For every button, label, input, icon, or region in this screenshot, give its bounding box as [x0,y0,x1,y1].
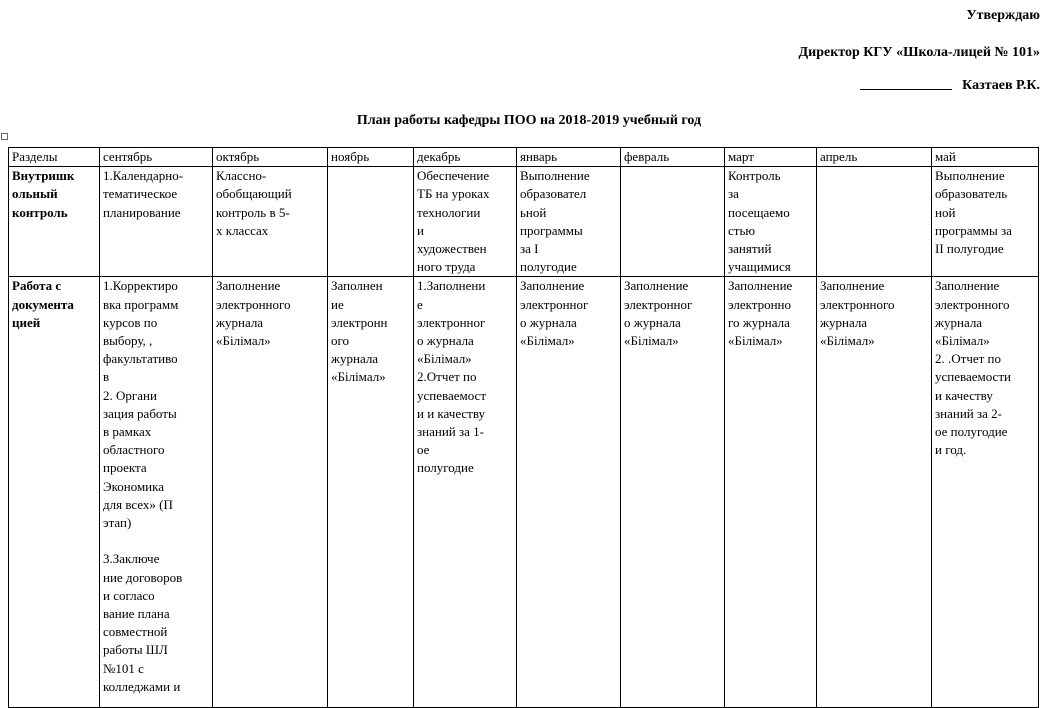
table-cell: Заполнение электронно го журнала «Білімал» [725,277,817,708]
header-cell: май [932,148,1039,167]
table-cell: Заполнение электронног о журнала «Білімал» [517,277,621,708]
table-row [9,277,1039,708]
header-cell: декабрь [414,148,517,167]
table-cell: Контроль за посещаемо стью занятий учащимися [725,167,817,277]
table-row [9,167,1039,277]
header-cell: Разделы [9,148,100,167]
header-cell: сентябрь [100,148,213,167]
table-anchor-icon [1,133,8,140]
header-cell: январь [517,148,621,167]
page-title: План работы кафедры ПОО на 2018-2019 учебный год [356,113,702,128]
table-cell: Классно- обобщающий контроль в 5- х классах [213,167,328,277]
table-cell [621,167,725,277]
table-cell: Заполнение электронного журнала «Білімал» 2. .Отчет по успеваемости и качеству знаний за 2- ое полугодие и год. [932,277,1039,708]
table-header-row [9,148,1039,167]
approval-director: Директор КГУ «Школа-лицей № 101» [798,45,1040,60]
header-cell: ноябрь [328,148,414,167]
header-cell: февраль [621,148,725,167]
approval-title: Утверждаю [966,8,1040,23]
approval-signature [860,78,1040,94]
table-cell: Выполнение образовател ьной программы за I полугодие [517,167,621,277]
header-cell: апрель [817,148,932,167]
header-cell: октябрь [213,148,328,167]
table-cell: Заполнение электронног о журнала «Білімал» [621,277,725,708]
table-cell: 1.Заполнени е электронног о журнала «Білімал» 2.Отчет по успеваемост и и качеству знаний за 1- ое полугодие [414,277,517,708]
table-cell: Обеспечение ТБ на уроках технологии и художествен ного труда [414,167,517,277]
table-cell: Заполнение электронного журнала «Білімал» [213,277,328,708]
header-cell: март [725,148,817,167]
section-cell: Работа с документа цией [9,277,100,708]
table-cell [817,167,932,277]
table-cell: 1.Календарно- тематическое планирование [100,167,213,277]
table-cell [328,167,414,277]
table-cell: 1.Корректиро вка программ курсов по выбору, , факультативо в 2. Органи зация работы в рамках областного проекта Экономика для всех» (П этап) 3.Заключе ние договоров и согласо вание плана совместной работы ШЛ №101 с колледжами и [100,277,213,708]
signature-line [860,89,952,90]
table-cell: Заполнение электронного журнала «Білімал» [817,277,932,708]
table-cell: Заполнен ие электронн ого журнала «Білімал» [328,277,414,708]
plan-table [8,147,1039,708]
section-cell: Внутришк ольный контроль [9,167,100,277]
table-cell: Выполнение образователь ной программы за II полугодие [932,167,1039,277]
approval-name: Казтаев Р.К. [962,78,1040,93]
